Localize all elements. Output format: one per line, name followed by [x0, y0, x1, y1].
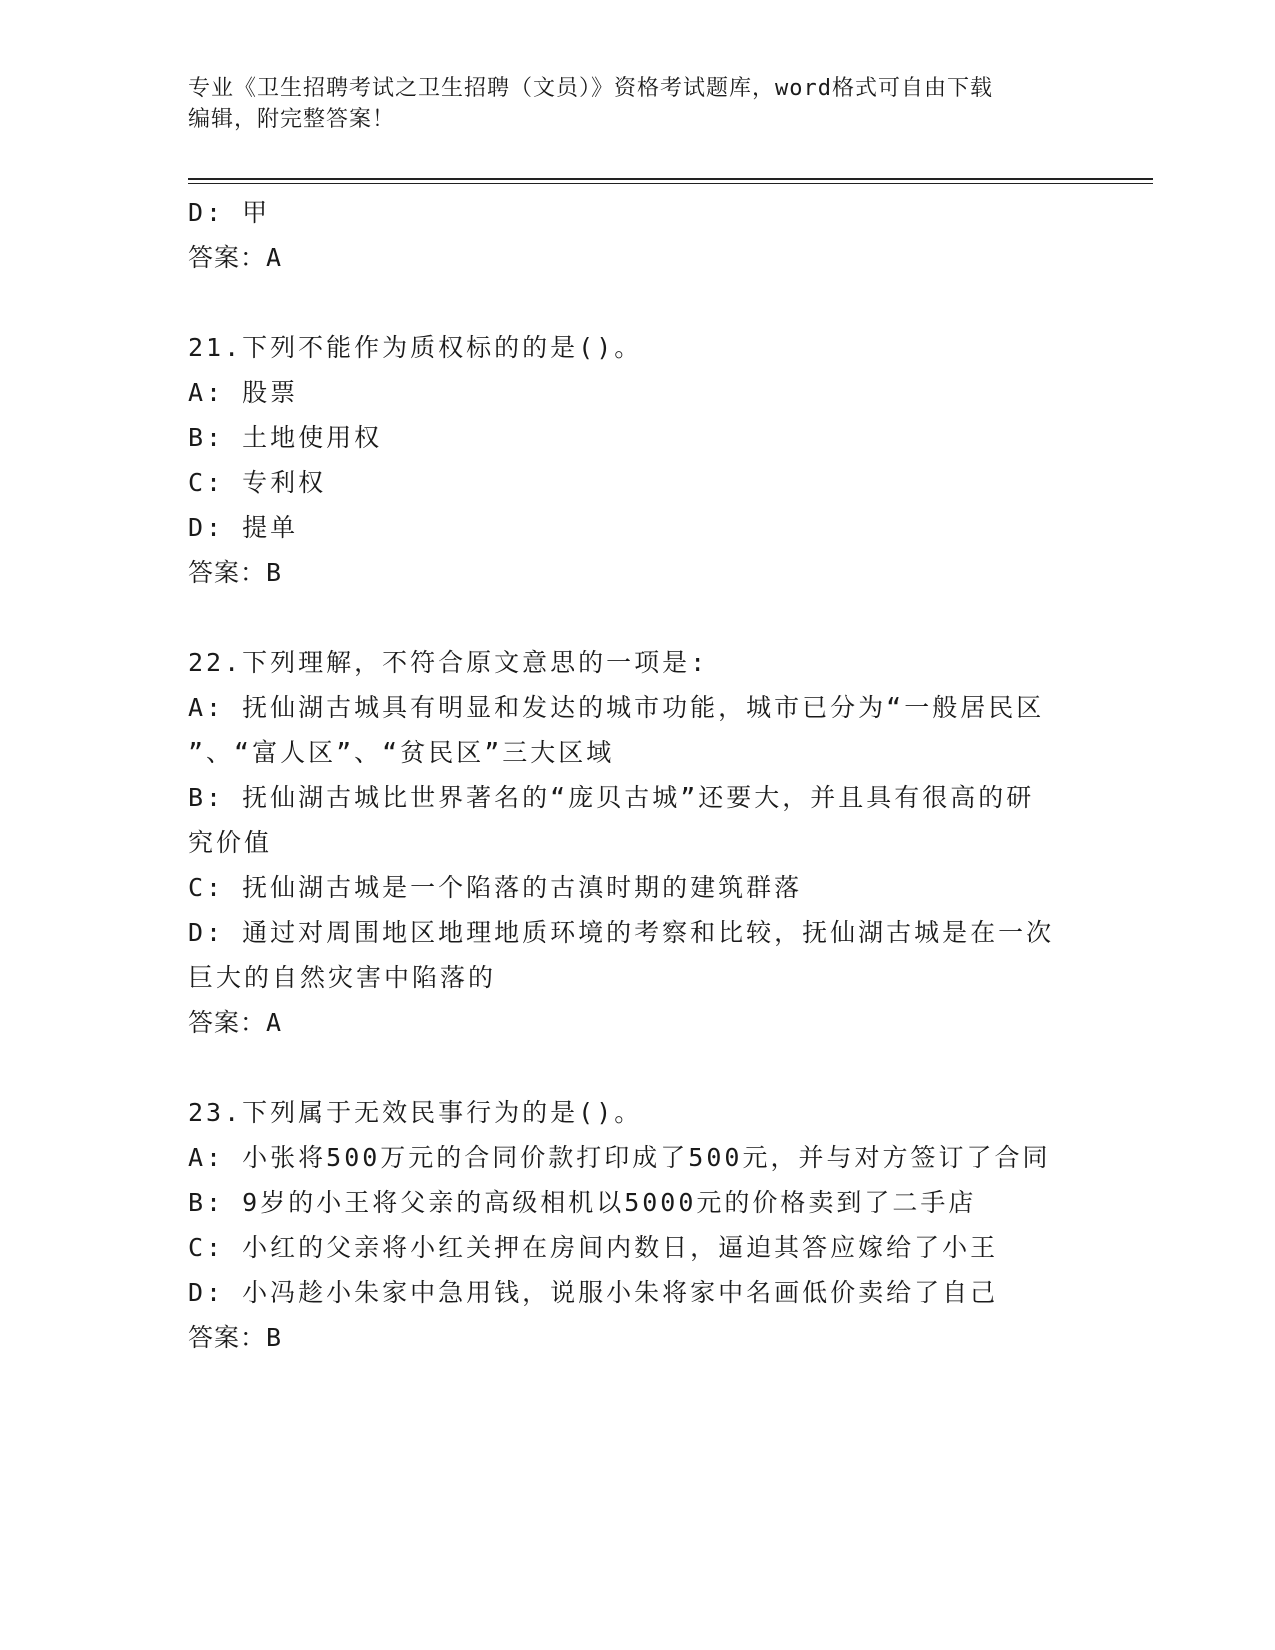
option-a-continued: ”、“富人区”、“贫民区”三大区域: [188, 738, 615, 767]
option-c: C: 小红的父亲将小红关押在房间内数日，逼迫其答应嫁给了小王: [188, 1233, 999, 1262]
option-c: C: 专利权: [188, 468, 327, 497]
option-c: C: 抚仙湖古城是一个陷落的古滇时期的建筑群落: [188, 873, 803, 902]
question-stem: 21.下列不能作为质权标的的是()。: [188, 333, 643, 362]
option-d: D: 提单: [188, 513, 299, 542]
prev-option-d: D: 甲: [188, 198, 271, 227]
question-22: [188, 640, 1088, 1045]
spacer: [188, 595, 1088, 640]
option-a: A: 股票: [188, 378, 299, 407]
question-23: [188, 1090, 1088, 1360]
question-content: [188, 190, 1088, 1360]
header-rule-thin: [188, 183, 1153, 184]
option-b: B: 9岁的小王将父亲的高级相机以5000元的价格卖到了二手店: [188, 1188, 977, 1217]
spacer: [188, 1045, 1088, 1090]
question-stem: 22.下列理解，不符合原文意思的一项是:: [188, 648, 709, 677]
option-b: B: 土地使用权: [188, 423, 383, 452]
spacer: [188, 280, 1088, 325]
option-d-continued: 巨大的自然灾害中陷落的: [188, 963, 497, 992]
option-d: D: 通过对周围地区地理地质环境的考察和比较，抚仙湖古城是在一次: [188, 918, 1055, 947]
option-d: D: 小冯趁小朱家中急用钱，说服小朱将家中名画低价卖给了自己: [188, 1278, 999, 1307]
document-header: [188, 73, 1068, 135]
option-a: A: 抚仙湖古城具有明显和发达的城市功能，城市已分为“一般居民区: [188, 693, 1045, 722]
answer: 答案：B: [188, 1323, 283, 1352]
header-line-1: 专业《卫生招聘考试之卫生招聘（文员）》资格考试题库，word格式可自由下载: [188, 76, 993, 101]
answer: 答案：B: [188, 558, 283, 587]
prev-answer: 答案：A: [188, 243, 283, 272]
option-a: A: 小张将500万元的合同价款打印成了500元，并与对方签订了合同: [188, 1143, 1051, 1172]
option-b-continued: 究价值: [188, 828, 273, 857]
option-b: B: 抚仙湖古城比世界著名的“庞贝古城”还要大，并且具有很高的研: [188, 783, 1035, 812]
header-line-2: 编辑，附完整答案！: [188, 107, 396, 132]
answer: 答案：A: [188, 1008, 283, 1037]
header-rule-thick: [188, 178, 1153, 180]
question-21: [188, 325, 1088, 595]
question-stem: 23.下列属于无效民事行为的是()。: [188, 1098, 643, 1127]
